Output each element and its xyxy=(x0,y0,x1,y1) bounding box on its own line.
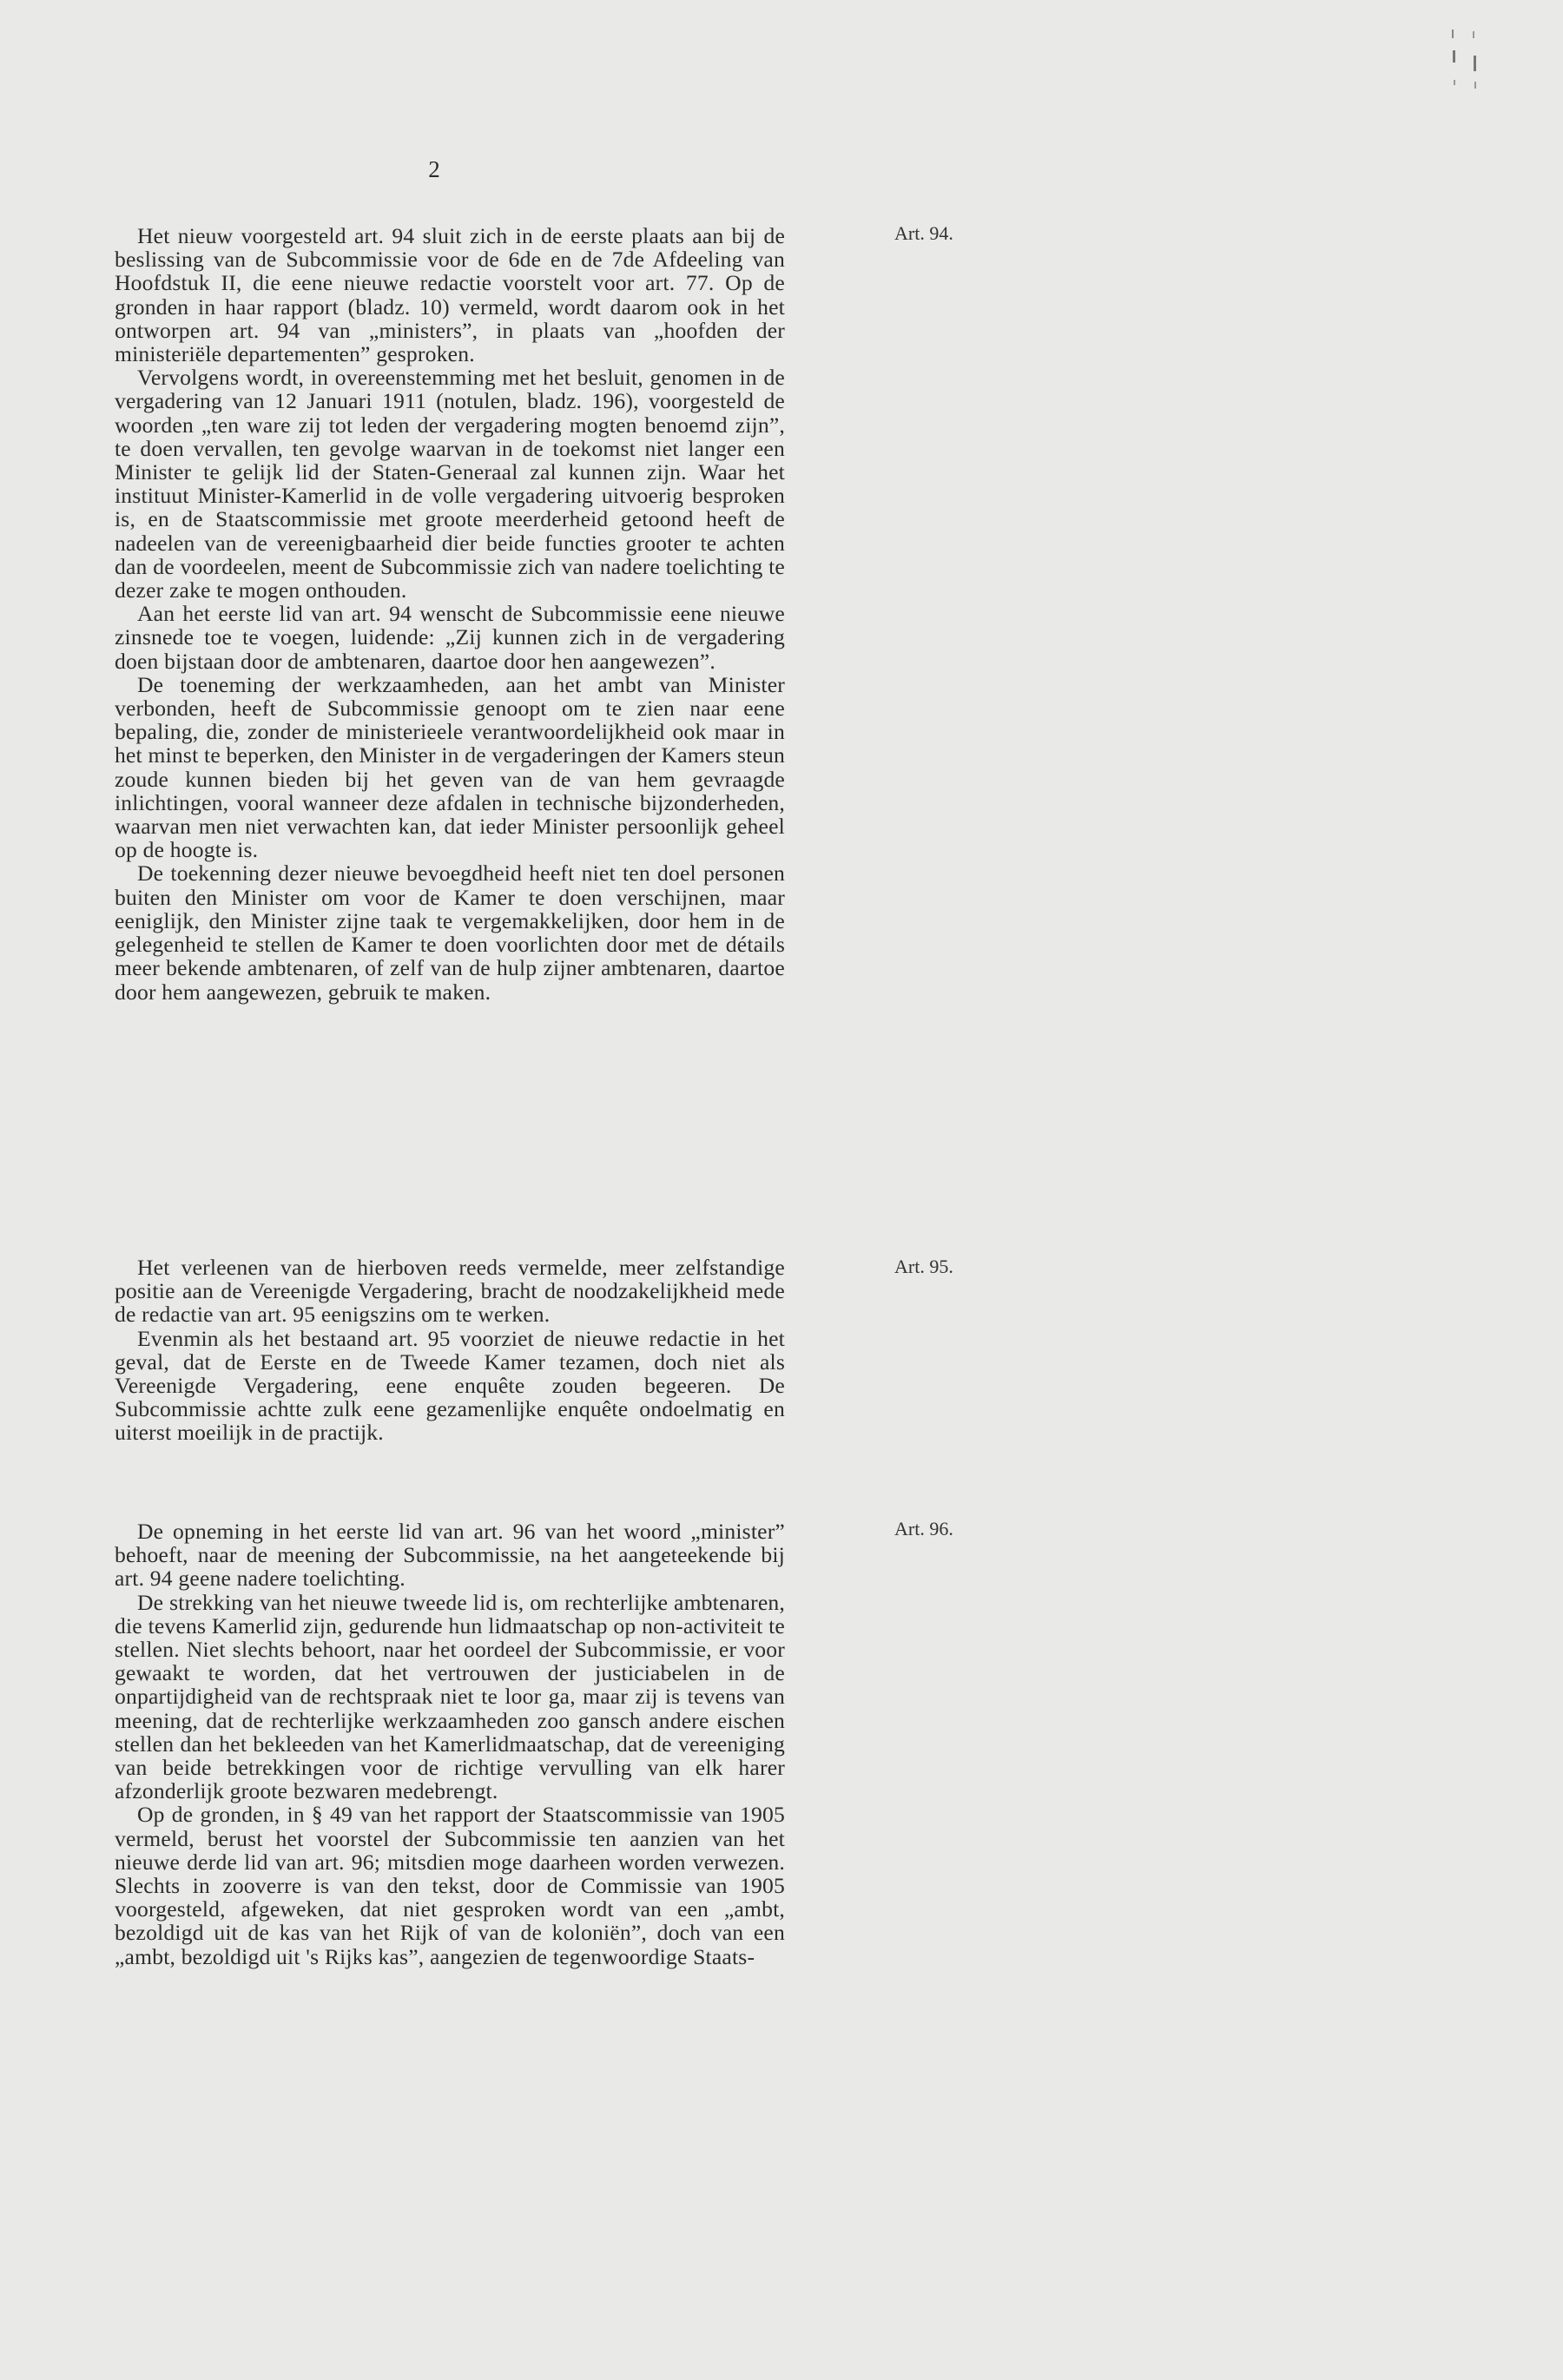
paragraph: De toekenning dezer nieuwe bevoegdheid heeft niet ten doel personen buiten den Minister om voor de Kamer te doen verschijnen, maar eeniglijk, den Minister zijne taak te vergemakkelijken, door hem in de gelegenheid te stellen de Kamer te doen voorlichten door met de détails meer bekende ambtenaren, of zelf van de hulp zijner ambtenaren, daartoe door hem aangewezen, gebruik te maken. xyxy=(115,860,785,1005)
paragraph: De opneming in het eerste lid van art. 96 van het woord „minister” behoeft, naar de meening der Subcommissie, na het aangeteekende bij art. 94 geene nadere toelichting. xyxy=(115,1519,785,1592)
section-art-95 xyxy=(115,1256,785,1445)
paragraph: De strekking van het nieuwe tweede lid is, om rechterlijke ambtenaren, die tevens Kamerlid zijn, gedurende hun lidmaatschap op non-activiteit te stellen. Niet slechts behoort, naar het oordeel der Subcommissie, er voor gewaakt te worden, dat het vertrouwen der justiciabelen in de onpartijdigheid van de rechtspraak niet te loor ga, maar zij is tevens van meening, dat de rechterlijke werkzaamheden zoo gansch andere eischen stellen dan het bekleeden van het Kamerlidmaatschap, dat de vereeniging van beide betrekkingen voor de richtige vervulling van elk harer afzonderlijk groote bezwaren medebrengt. xyxy=(115,1589,785,1804)
margin-note-art-96: Art. 96. xyxy=(894,1518,953,1539)
paragraph: Op de gronden, in § 49 van het rapport der Staatscommissie van 1905 vermeld, berust het voorstel der Subcommissie ten aanzien van het nieuwe derde lid van art. 96; mitsdien moge daarheen worden verwezen. Slechts in zooverre is van den tekst, door de Commissie van 1905 voorgesteld, afgeweken, dat niet gesproken wordt van een „ambt, bezoldigd uit de kas van het Rijk of van de koloniën”, doch van een „ambt, bezoldigd uit 's Rijks kas”, aangezien de tegenwoordige Staats- xyxy=(115,1802,785,1969)
scan-specks-decoration xyxy=(1441,26,1494,104)
paragraph: Het verleenen van de hierboven reeds vermelde, meer zelfstandige positie aan de Vereenigde Vergadering, bracht de noodzakelijkheid mede de redactie van art. 95 eenigszins om te werken. xyxy=(115,1255,785,1328)
margin-note-art-95: Art. 95. xyxy=(894,1256,953,1277)
paragraph: De toeneming der werkzaamheden, aan het ambt van Minister verbonden, heeft de Subcommissie genoopt om te zien naar eene bepaling, die, zonder de ministerieele verantwoordelijkheid ook maar in het minst te beperken, den Minister in de vergaderingen der Kamers steun zoude kunnen bieden bij het geven van de van hem gevraagde inlichtingen, vooral wanneer deze afdalen in technische bijzonderheden, waarvan men niet verwachten kan, dat ieder Minister persoonlijk geheel op de hoogte is. xyxy=(115,671,785,863)
margin-note-art-94: Art. 94. xyxy=(894,222,953,244)
paragraph: Evenmin als het bestaand art. 95 voorziet de nieuwe redactie in het geval, dat de Eerste en de Tweede Kamer tezamen, doch niet als Vereenigde Vergadering, eene enquête zouden begeeren. De Subcommissie achtte zulk eene gezamenlijke enquête ondoelmatig en uiterst moeilijk in de practijk. xyxy=(115,1325,785,1446)
section-art-96 xyxy=(115,1520,785,1968)
paragraph: Aan het eerste lid van art. 94 wenscht de Subcommissie eene nieuwe zinsnede toe te voegen, luidende: „Zij kunnen zich in de vergadering doen bijstaan door de ambtenaren, daartoe door hen aangewezen”. xyxy=(115,601,785,674)
paragraph: Het nieuw voorgesteld art. 94 sluit zich in de eerste plaats aan bij de beslissing van de Subcommissie voor de 6de en de 7de Afdeeling van Hoofdstuk II, die eene nieuwe redactie voorstelt voor art. 77. Op de gronden in haar rapport (bladz. 10) vermeld, wordt daarom ook in het ontworpen art. 94 van „ministers”, in plaats van „hoofden der ministeriële departementen” gesproken. xyxy=(115,223,785,367)
section-art-94 xyxy=(115,224,785,1004)
paragraph: Vervolgens wordt, in overeenstemming met het besluit, genomen in de vergadering van 12 Januari 1911 (notulen, bladz. 196), voorgesteld de woorden „ten ware zij tot leden der vergadering mogten benoemd zijn”, te doen vervallen, ten gevolge waarvan in de toekomst niet langer een Minister te gelijk lid der Staten-Generaal zal kunnen zijn. Waar het instituut Minister-Kamerlid in de volle vergadering uitvoerig besproken is, en de Staatscommissie met groote meerderheid getoond heeft de nadeelen van de vereenigbaarheid dier beide functies grooter te achten dan de voordeelen, meent de Subcommissie zich van nadere toelichting te dezer zake te mogen onthouden. xyxy=(115,365,785,603)
page-number: 2 xyxy=(428,156,440,182)
